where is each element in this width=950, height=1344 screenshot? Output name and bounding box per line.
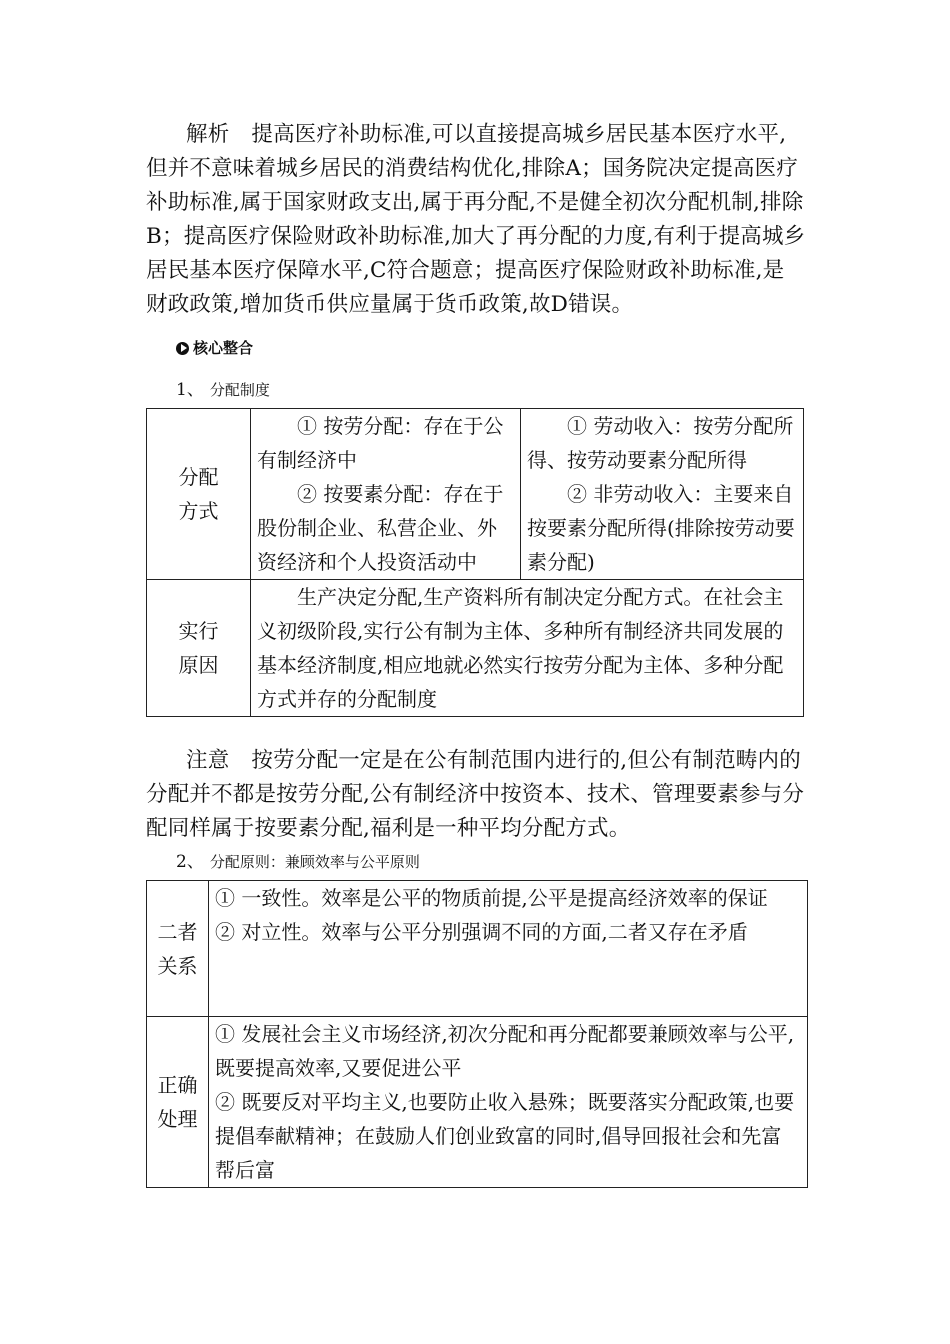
list-item: ① 发展社会主义市场经济,初次分配和再分配都要兼顾效率与公平,既要提高效率,又要促进公平	[215, 1022, 795, 1080]
distribution-system-table	[146, 408, 804, 717]
table-row	[147, 881, 808, 1017]
reason-text: 生产决定分配,生产资料所有制决定分配方式。在社会主义初级阶段,实行公有制为主体、多种所有制经济共同发展的基本经济制度,相应地就必然实行按劳分配为主体、多种分配方式并存的分配制度	[257, 585, 784, 711]
income-type-cell	[521, 409, 804, 580]
list-item: ① 劳动收入：按劳分配所得、按劳动要素分配所得	[527, 414, 794, 472]
core-section-title: 核心整合	[193, 339, 254, 357]
list-item: ① 一致性。效率是公平的物质前提,公平是提高经济效率的保证	[215, 886, 768, 910]
distribution-method-cell	[251, 409, 521, 580]
section2-heading	[176, 852, 420, 872]
row-header-relationship: 二者 关系	[147, 881, 209, 1017]
section1-heading	[176, 380, 270, 400]
row-header-distribution-method: 分配 方式	[147, 409, 251, 580]
analysis-label: 解析	[186, 122, 230, 147]
reason-cell	[251, 580, 804, 717]
section2-number: 2、	[176, 852, 204, 872]
note-text: 按劳分配一定是在公有制范围内进行的,但公有制范畴内的分配并不都是按劳分配,公有制经济中按资本、技术、管理要素参与分配同样属于按要素分配,福利是一种平均分配方式。	[146, 748, 805, 841]
play-icon	[176, 342, 189, 355]
list-item: ② 既要反对平均主义,也要防止收入悬殊；既要落实分配政策,也要提倡奉献精神；在鼓励人们创业致富的同时,倡导回报社会和先富帮后富	[215, 1090, 795, 1182]
row-header-reason: 实行 原因	[147, 580, 251, 717]
note-label: 注意	[186, 748, 230, 773]
handling-cell	[209, 1017, 808, 1188]
analysis-text: 提高医疗补助标准,可以直接提高城乡居民基本医疗水平,但并不意味着城乡居民的消费结构优化,排除A；国务院决定提高医疗补助标准,属于国家财政支出,属于再分配,不是健全初次分配机制,排除B；提高医疗保险财政补助标准,加大了再分配的力度,有利于提高城乡居民基本医疗保障水平,C符合题意；提高医疗保险财政补助标准,是财政政策,增加货币供应量属于货币政策,故D错误。	[146, 122, 806, 317]
section2-title: 分配原则：兼顾效率与公平原则	[209, 853, 420, 871]
list-item: ① 按劳分配：存在于公有制经济中	[257, 414, 504, 472]
core-section-heading	[176, 338, 253, 358]
section1-number: 1、	[176, 380, 204, 400]
analysis-paragraph	[146, 118, 806, 322]
list-item: ② 对立性。效率与公平分别强调不同的方面,二者又存在矛盾	[215, 920, 748, 944]
row-header-handling: 正确 处理	[147, 1017, 209, 1188]
table-row	[147, 1017, 808, 1188]
note-paragraph	[146, 744, 806, 846]
list-item: ② 非劳动收入：主要来自按要素分配所得(排除按劳动要素分配)	[527, 482, 795, 574]
list-item: ② 按要素分配：存在于股份制企业、私营企业、外资经济和个人投资活动中	[257, 482, 504, 574]
section1-title: 分配制度	[209, 381, 270, 399]
relationship-cell	[209, 881, 808, 1017]
distribution-principle-table	[146, 880, 808, 1188]
table-row	[147, 409, 804, 580]
table-row	[147, 580, 804, 717]
